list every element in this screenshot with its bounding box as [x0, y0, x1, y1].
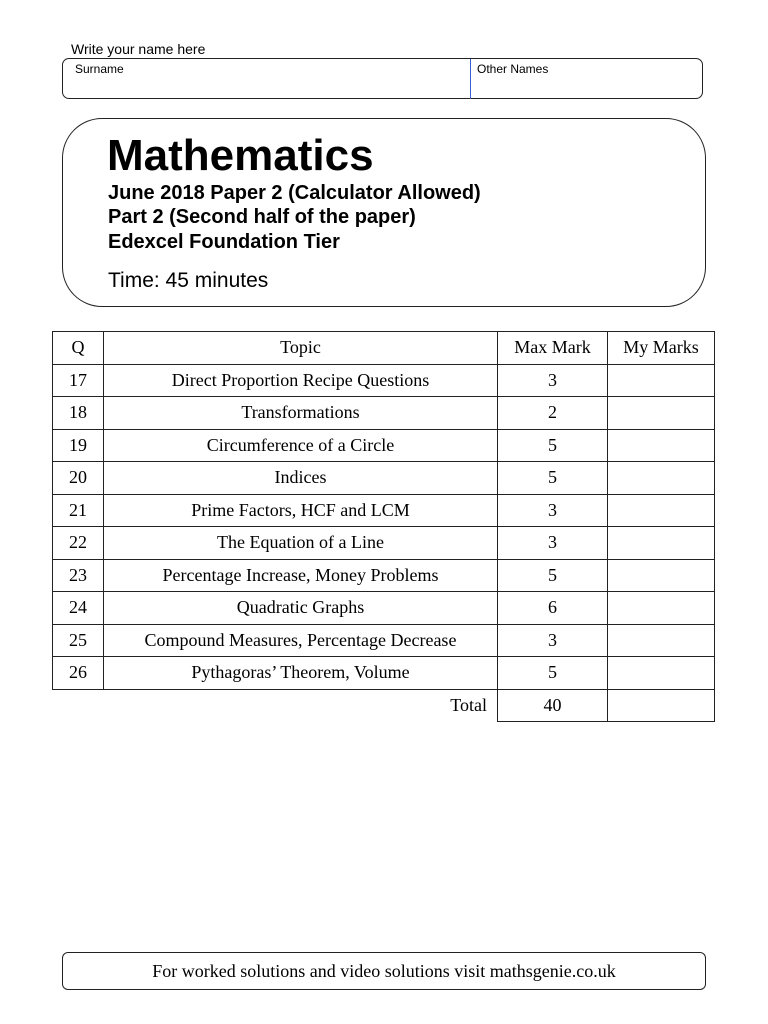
max-mark: 5	[498, 657, 608, 690]
table-row	[53, 397, 715, 430]
question-number: 26	[53, 657, 104, 690]
question-topic: Percentage Increase, Money Problems	[104, 559, 498, 592]
question-topic: Pythagoras’ Theorem, Volume	[104, 657, 498, 690]
question-number: 19	[53, 429, 104, 462]
total-my-marks[interactable]	[608, 689, 715, 722]
page-title: Mathematics	[107, 131, 374, 180]
my-marks-cell[interactable]	[608, 494, 715, 527]
my-marks-cell[interactable]	[608, 559, 715, 592]
my-marks-cell[interactable]	[608, 397, 715, 430]
time-allowed: Time: 45 minutes	[108, 269, 269, 292]
question-number: 24	[53, 592, 104, 625]
table-row	[53, 494, 715, 527]
max-mark: 3	[498, 624, 608, 657]
max-mark: 6	[498, 592, 608, 625]
question-number: 22	[53, 527, 104, 560]
table-header-row	[53, 332, 715, 365]
max-mark: 3	[498, 494, 608, 527]
my-marks-cell[interactable]	[608, 364, 715, 397]
question-number: 21	[53, 494, 104, 527]
my-marks-cell[interactable]	[608, 429, 715, 462]
question-topic: Compound Measures, Percentage Decrease	[104, 624, 498, 657]
my-marks-cell[interactable]	[608, 592, 715, 625]
my-marks-cell[interactable]	[608, 624, 715, 657]
question-topic: Circumference of a Circle	[104, 429, 498, 462]
header-max-mark: Max Mark	[498, 332, 608, 365]
my-marks-cell[interactable]	[608, 657, 715, 690]
total-row	[53, 689, 715, 722]
table-row	[53, 429, 715, 462]
question-topic: Quadratic Graphs	[104, 592, 498, 625]
question-number: 17	[53, 364, 104, 397]
table-row	[53, 657, 715, 690]
question-number: 20	[53, 462, 104, 495]
total-max-mark: 40	[498, 689, 608, 722]
question-number: 25	[53, 624, 104, 657]
table-row	[53, 624, 715, 657]
max-mark: 5	[498, 429, 608, 462]
table-row	[53, 559, 715, 592]
question-number: 18	[53, 397, 104, 430]
header-my-marks: My Marks	[608, 332, 715, 365]
max-mark: 5	[498, 462, 608, 495]
table-row	[53, 592, 715, 625]
question-topic: Direct Proportion Recipe Questions	[104, 364, 498, 397]
question-topic: Prime Factors, HCF and LCM	[104, 494, 498, 527]
total-label: Total	[450, 695, 487, 715]
max-mark: 3	[498, 364, 608, 397]
other-names-field[interactable]: Other Names	[477, 62, 549, 76]
table-row	[53, 462, 715, 495]
name-box-divider	[470, 59, 471, 99]
paper-info: June 2018 Paper 2 (Calculator Allowed)	[108, 182, 481, 204]
question-topic: The Equation of a Line	[104, 527, 498, 560]
footer-note: For worked solutions and video solutions visit mathsgenie.co.uk	[62, 952, 706, 990]
header-q: Q	[53, 332, 104, 365]
name-entry-box	[62, 58, 703, 99]
max-mark: 3	[498, 527, 608, 560]
paper-tier: Edexcel Foundation Tier	[108, 231, 340, 253]
question-number: 23	[53, 559, 104, 592]
table-row	[53, 527, 715, 560]
my-marks-cell[interactable]	[608, 462, 715, 495]
question-topic: Indices	[104, 462, 498, 495]
question-topic: Transformations	[104, 397, 498, 430]
max-mark: 5	[498, 559, 608, 592]
my-marks-cell[interactable]	[608, 527, 715, 560]
surname-field[interactable]: Surname	[75, 62, 124, 76]
table-row	[53, 364, 715, 397]
marks-table	[52, 331, 715, 722]
max-mark: 2	[498, 397, 608, 430]
header-topic: Topic	[104, 332, 498, 365]
paper-part: Part 2 (Second half of the paper)	[108, 206, 416, 228]
name-caption: Write your name here	[71, 41, 206, 57]
